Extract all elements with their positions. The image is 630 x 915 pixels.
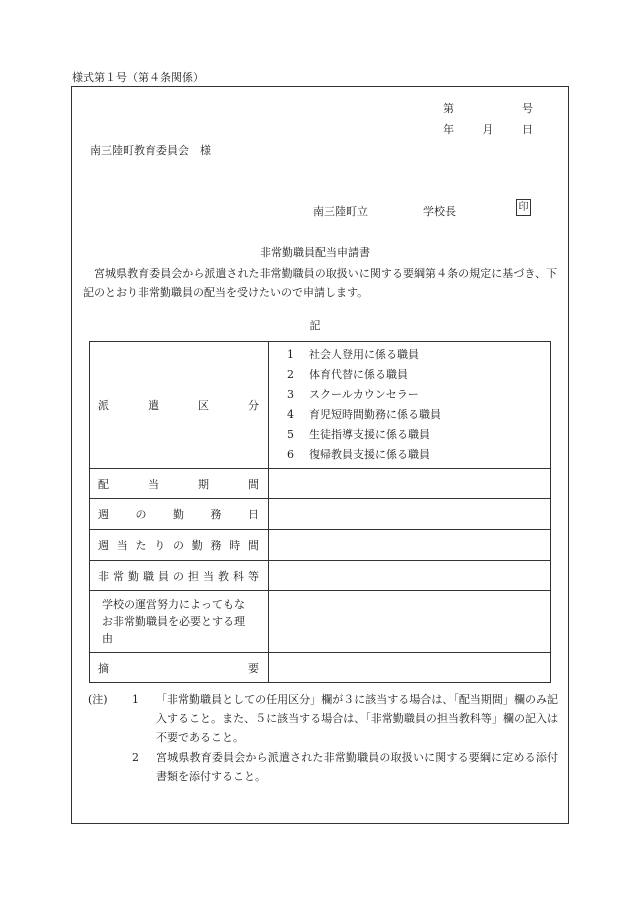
table-row-weekly-hours: [90, 530, 551, 561]
option-number: 2: [287, 368, 294, 381]
dispatch-option: [287, 405, 550, 425]
option-text: スクールカウンセラー: [309, 388, 419, 401]
label-char: 日: [248, 508, 259, 521]
label-char: の: [173, 539, 184, 552]
label-char: た: [135, 539, 147, 552]
ki-heading: 記: [309, 319, 321, 332]
label-char: 期: [198, 477, 209, 491]
dispatch-option: [287, 445, 550, 465]
number-prefix: 第: [443, 102, 454, 115]
date-year: 年: [443, 123, 454, 136]
label-char: 間: [248, 539, 259, 552]
value-weekly-hours[interactable]: [269, 530, 551, 561]
date-month: 月: [482, 123, 494, 136]
document-number-line: [443, 100, 533, 116]
label-char: 勤: [191, 539, 203, 552]
value-work-days[interactable]: [269, 499, 551, 530]
label-char: 員: [158, 569, 169, 583]
table-row-remarks: [90, 653, 551, 683]
value-subjects[interactable]: [269, 561, 551, 591]
label-char: 勤: [173, 508, 184, 521]
dispatch-options-cell: [269, 342, 551, 469]
option-text: 生徒指導支援に係る職員: [309, 428, 430, 441]
table-row-subjects: [90, 561, 551, 591]
label-reason: 学校の運営努力によってもなお非常勤職員を必要とする理由: [90, 591, 269, 653]
label-char: 務: [210, 539, 222, 552]
label-weekly-hours: [90, 530, 269, 561]
date-day: 日: [522, 123, 533, 136]
note-item-2: [88, 748, 558, 786]
label-dispatch-category: [90, 342, 269, 469]
form-label: 様式第１号（第４条関係）: [72, 71, 204, 84]
notes-section: [88, 690, 558, 786]
label-char: 常: [113, 569, 124, 583]
option-number: 6: [287, 448, 294, 461]
label-work-days: [90, 499, 269, 530]
label-char: 配: [98, 477, 109, 491]
option-text: 復帰教員支援に係る職員: [309, 448, 430, 461]
label-char: 当: [148, 477, 159, 491]
label-char: 週: [98, 508, 109, 521]
dispatch-option: [287, 345, 550, 365]
label-char: 職: [143, 569, 154, 583]
label-char: 等: [248, 569, 259, 583]
option-number: 5: [287, 428, 294, 441]
dispatch-option: [287, 385, 550, 405]
table-row-reason: [90, 591, 551, 653]
document-title: 非常勤職員配当申請書: [260, 246, 370, 259]
table-row-dispatch-category: [90, 342, 551, 469]
label-char: 担: [188, 569, 199, 583]
number-suffix: 号: [522, 102, 533, 115]
label-remarks: [90, 653, 269, 683]
table-row-work-days: [90, 499, 551, 530]
notes-prefix: (注): [88, 693, 108, 706]
date-line: [443, 121, 533, 137]
note-number: 1: [132, 693, 139, 706]
label-char: 教: [218, 569, 229, 583]
label-char: 当: [116, 539, 128, 552]
label-char: の: [173, 569, 184, 583]
label-char: 時: [229, 539, 241, 552]
note-number: 2: [132, 751, 139, 764]
dispatch-option: [287, 365, 550, 385]
body-paragraph: 宮城県教育委員会から派遣された非常勤職員の取扱いに関する要綱第４条の規定に基づき、下記のとおり非常勤職員の配当を受けたいので申請します。: [83, 267, 557, 299]
label-char: 摘: [98, 661, 109, 675]
label-subjects: [90, 561, 269, 591]
table-row-assignment-period: [90, 469, 551, 499]
application-table: [89, 341, 551, 683]
option-text: 社会人登用に係る職員: [309, 348, 419, 361]
label-char: 週: [98, 539, 109, 552]
label-char: 務: [210, 508, 222, 521]
label-char: 分: [248, 399, 259, 412]
option-text: 体育代替に係る職員: [309, 368, 408, 381]
option-text: 育児短時間勤務に係る職員: [309, 408, 441, 421]
value-remarks[interactable]: [269, 653, 551, 683]
label-assignment-period: [90, 469, 269, 499]
value-assignment-period[interactable]: [269, 469, 551, 499]
label-char: 要: [248, 661, 259, 675]
value-reason[interactable]: [269, 591, 551, 653]
sender-school: 南三陸町立: [313, 205, 368, 218]
sender-principal: 学校長: [423, 205, 456, 218]
label-char: 科: [233, 569, 244, 583]
dispatch-option: [287, 425, 550, 445]
note-item-1: [88, 690, 558, 747]
label-char: 非: [98, 569, 109, 583]
label-char: 区: [198, 399, 209, 412]
sender-block: [313, 203, 456, 219]
addressee: 南三陸町教育委員会 様: [90, 144, 211, 157]
label-char: の: [135, 508, 147, 521]
label-char: 間: [248, 477, 259, 491]
label-char: り: [154, 539, 166, 552]
option-number: 4: [287, 408, 294, 421]
note-text: 「非常勤職員としての任用区分」欄が３に該当する場合は、「配当期間」欄のみ記入すること。また、５に該当する場合は、「非常勤職員の担当教科等」欄の記入は不要であること。: [156, 693, 558, 744]
label-char: 遣: [148, 399, 159, 412]
note-text: 宮城県教育委員会から派遣された非常勤職員の取扱いに関する要綱に定める添付書類を添付すること。: [156, 751, 558, 783]
option-number: 1: [287, 348, 294, 361]
label-char: 当: [203, 569, 214, 583]
label-char: 勤: [128, 569, 139, 583]
option-number: 3: [287, 388, 294, 401]
seal-stamp-box: 印: [516, 199, 531, 216]
label-char: 派: [98, 399, 109, 412]
